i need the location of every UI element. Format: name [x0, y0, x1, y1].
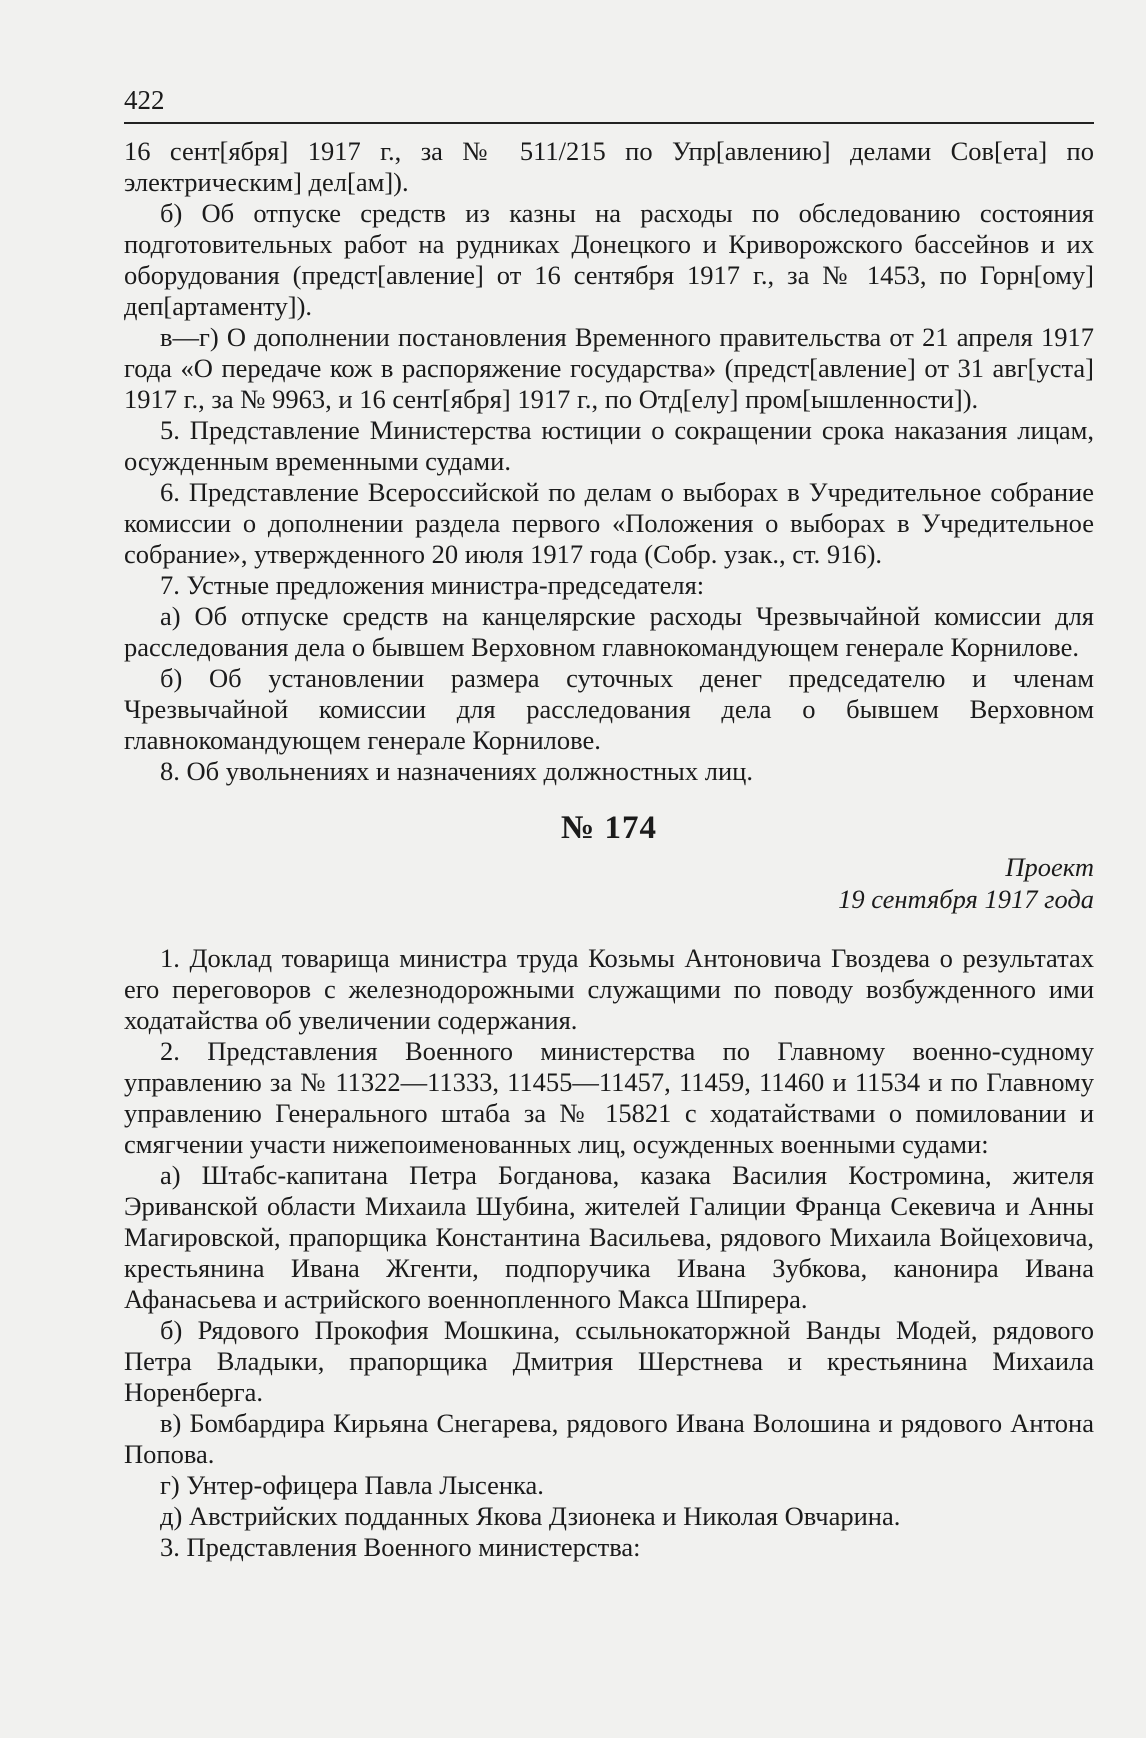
paragraph-item-b: б) Об отпуске средств из казны на расходы по обследованию состояния подготовительных работ на рудниках Донецкого и Криворожского бассейнов и их оборудования (предст[авление] от 16 сентября 1917 г., за № 1453, по Горн[ому] деп[артаменту]).: [124, 198, 1094, 321]
document-meta: [124, 851, 1094, 915]
paragraph-item-7a: а) Об отпуске средств на канцелярские расходы Чрезвычайной комиссии для расследования дела о бывшем Верховном главнокомандующем генерале Корнилове.: [124, 601, 1094, 662]
paragraph-body-2b: б) Рядового Прокофия Мошкина, ссыльнокаторжной Ванды Модей, рядового Петра Владыки, прапорщика Дмитрия Шерстнева и крестьянина Михаила Норенберга.: [124, 1315, 1094, 1407]
page-number: 422: [124, 85, 165, 115]
paragraph-body-2d: д) Австрийских подданных Якова Дзионека и Николая Овчарина.: [160, 1501, 901, 1531]
paragraph-body-3: 3. Представления Военного министерства:: [160, 1532, 641, 1562]
document-number: № 174: [561, 810, 657, 846]
header-rule: [124, 122, 1094, 124]
paragraph-body-2v: в) Бомбардира Кирьяна Снегарева, рядового Ивана Волошина и рядового Антона Попова.: [124, 1408, 1094, 1469]
paragraph-body-2: 2. Представления Военного министерства по Главному военно-судному управлению за № 11322—11333, 11455—11457, 11459, 11460 и 11534 и по Главному управлению Генерального штаба за № 15821 с ходатайствами о помиловании и смягчении участи нижепоименованных лиц, осужденных военными судами:: [124, 1036, 1094, 1159]
paragraph-item-v-g: в—г) О дополнении постановления Временного правительства от 21 апреля 1917 года «О передаче кож в распоряжение государства» (предст[авление] от 31 авг[уста] 1917 г., за № 9963, и 16 сент[ября] 1917 г., по Отд[елу] пром[ышленности]).: [124, 322, 1094, 414]
document-label: Проект: [1005, 852, 1094, 882]
paragraph-item-5: 5. Представление Министерства юстиции о сокращении срока наказания лицам, осужденным временными судами.: [124, 415, 1094, 476]
document-date: 19 сентября 1917 года: [838, 884, 1094, 914]
paragraph-body-2g: г) Унтер-офицера Павла Лысенка.: [160, 1470, 544, 1500]
paragraph-item-6: 6. Представление Всероссийской по делам о выборах в Учредительное собрание комиссии о дополнении раздела первого «Положения о выборах в Учредительное собрание», утвержденного 20 июля 1917 года (Собр. узак., ст. 916).: [124, 477, 1094, 569]
paragraph-body-2a: а) Штабс-капитана Петра Богданова, казака Василия Костромина, жителя Эриванской области Михаила Шубина, жителей Галиции Франца Секевича и Анны Магировской, прапорщика Константина Васильева, рядового Михаила Войцеховича, крестьянина Ивана Жгенти, подпоручика Ивана Зубкова, канонира Ивана Афанасьева и астрийского военнопленного Макса Шпирера.: [124, 1160, 1094, 1314]
paragraph-continuation: 16 сент[ября] 1917 г., за № 511/215 по Упр[авлению] делами Сов[ета] по электрическим] дел[ам]).: [124, 136, 1094, 197]
paragraph-item-7b: б) Об установлении размера суточных денег председателю и членам Чрезвычайной комиссии для расследования дела о бывшем Верховном главнокомандующем генерале Корнилове.: [124, 663, 1094, 755]
paragraph-body-1: 1. Доклад товарища министра труда Козьмы Антоновича Гвоздева о результатах его переговоров с железнодорожными служащими по поводу возбужденного ими ходатайства об увеличении содержания.: [124, 943, 1094, 1035]
paragraph-item-7: 7. Устные предложения министра-председателя:: [160, 570, 705, 600]
paragraph-item-8: 8. Об увольнениях и назначениях должностных лиц.: [160, 756, 753, 786]
